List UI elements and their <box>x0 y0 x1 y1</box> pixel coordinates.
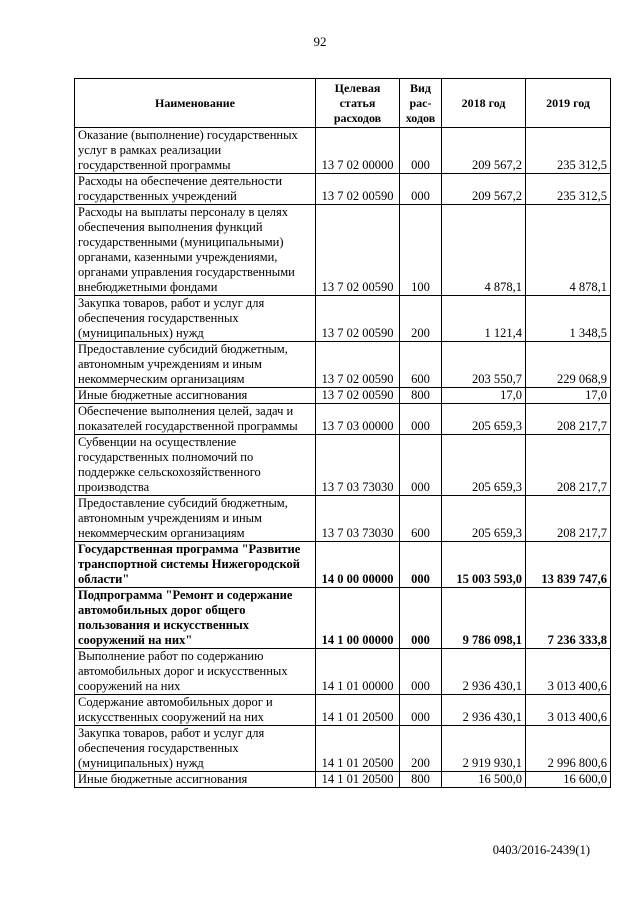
cell-expense-type: 200 <box>400 726 442 772</box>
table-row <box>75 174 611 205</box>
cell-2019: 208 217,7 <box>526 404 611 435</box>
cell-target-article: 14 1 00 00000 <box>316 588 400 649</box>
cell-2018: 17,0 <box>442 388 526 404</box>
cell-expense-type: 000 <box>400 695 442 726</box>
header-2018: 2018 год <box>442 79 526 128</box>
cell-expense-type: 000 <box>400 174 442 205</box>
table-row <box>75 205 611 296</box>
cell-2019: 235 312,5 <box>526 128 611 174</box>
cell-expense-type: 000 <box>400 649 442 695</box>
cell-name: Предоставление субсидий бюджетным, автономным учреждениям и иным некоммерческим организациям <box>75 342 316 388</box>
cell-2018: 209 567,2 <box>442 174 526 205</box>
cell-name: Оказание (выполнение) государственных услуг в рамках реализации государственной программы <box>75 128 316 174</box>
cell-target-article: 13 7 03 73030 <box>316 435 400 496</box>
cell-name: Содержание автомобильных дорог и искусственных сооружений на них <box>75 695 316 726</box>
cell-2018: 203 550,7 <box>442 342 526 388</box>
cell-expense-type: 800 <box>400 772 442 788</box>
cell-2018: 2 919 930,1 <box>442 726 526 772</box>
cell-name: Обеспечение выполнения целей, задач и показателей государственной программы <box>75 404 316 435</box>
cell-expense-type: 000 <box>400 588 442 649</box>
cell-2019: 16 600,0 <box>526 772 611 788</box>
cell-target-article: 13 7 02 00590 <box>316 296 400 342</box>
cell-2019: 3 013 400,6 <box>526 649 611 695</box>
cell-target-article: 14 1 01 20500 <box>316 695 400 726</box>
table-header-row <box>75 79 611 128</box>
cell-2018: 209 567,2 <box>442 128 526 174</box>
document-code: 0403/2016-2439(1) <box>492 843 590 857</box>
cell-2019: 208 217,7 <box>526 435 611 496</box>
cell-2019: 13 839 747,6 <box>526 542 611 588</box>
cell-name: Выполнение работ по содержанию автомобильных дорог и искусственных сооружений на них <box>75 649 316 695</box>
cell-target-article: 13 7 02 00590 <box>316 174 400 205</box>
cell-target-article: 13 7 02 00000 <box>316 128 400 174</box>
cell-name: Предоставление субсидий бюджетным, автономным учреждениям и иным некоммерческим организациям <box>75 496 316 542</box>
cell-2019: 235 312,5 <box>526 174 611 205</box>
cell-2018: 9 786 098,1 <box>442 588 526 649</box>
cell-expense-type: 000 <box>400 435 442 496</box>
cell-name: Иные бюджетные ассигнования <box>75 388 316 404</box>
header-name: Наименование <box>75 79 316 128</box>
cell-name: Закупка товаров, работ и услуг для обеспечения государственных (муниципальных) нужд <box>75 296 316 342</box>
table-row <box>75 588 611 649</box>
table-row <box>75 435 611 496</box>
page-number: 92 <box>313 34 327 49</box>
cell-2018: 4 878,1 <box>442 205 526 296</box>
cell-target-article: 13 7 03 00000 <box>316 404 400 435</box>
cell-2018: 2 936 430,1 <box>442 695 526 726</box>
cell-2018: 205 659,3 <box>442 496 526 542</box>
cell-2019: 229 068,9 <box>526 342 611 388</box>
table-row <box>75 296 611 342</box>
table-row <box>75 772 611 788</box>
table-row <box>75 128 611 174</box>
cell-name: Расходы на выплаты персоналу в целях обеспечения выполнения функций государственными (муниципальными) органами, казенными учреждениями, органами управления государственными внебюджетными фондами <box>75 205 316 296</box>
table-row <box>75 726 611 772</box>
budget-table <box>74 78 611 788</box>
cell-2019: 208 217,7 <box>526 496 611 542</box>
cell-target-article: 13 7 02 00590 <box>316 205 400 296</box>
cell-expense-type: 000 <box>400 542 442 588</box>
table-row <box>75 695 611 726</box>
cell-2019: 17,0 <box>526 388 611 404</box>
cell-name: Расходы на обеспечение деятельности государственных учреждений <box>75 174 316 205</box>
cell-expense-type: 200 <box>400 296 442 342</box>
cell-name: Подпрограмма "Ремонт и содержание автомобильных дорог общего пользования и искусственных сооружений на них" <box>75 588 316 649</box>
cell-2018: 16 500,0 <box>442 772 526 788</box>
cell-2019: 7 236 333,8 <box>526 588 611 649</box>
table-row <box>75 649 611 695</box>
table-row <box>75 388 611 404</box>
cell-2018: 2 936 430,1 <box>442 649 526 695</box>
cell-target-article: 13 7 02 00590 <box>316 388 400 404</box>
cell-target-article: 14 1 01 00000 <box>316 649 400 695</box>
cell-2018: 205 659,3 <box>442 435 526 496</box>
cell-expense-type: 100 <box>400 205 442 296</box>
cell-expense-type: 000 <box>400 128 442 174</box>
header-expense-type: Вид рас-ходов <box>400 79 442 128</box>
header-target-article: Целевая статья расходов <box>316 79 400 128</box>
cell-expense-type: 800 <box>400 388 442 404</box>
cell-2019: 2 996 800,6 <box>526 726 611 772</box>
cell-2019: 1 348,5 <box>526 296 611 342</box>
cell-name: Закупка товаров, работ и услуг для обеспечения государственных (муниципальных) нужд <box>75 726 316 772</box>
cell-expense-type: 600 <box>400 496 442 542</box>
cell-2019: 3 013 400,6 <box>526 695 611 726</box>
cell-expense-type: 600 <box>400 342 442 388</box>
table-row <box>75 542 611 588</box>
cell-name: Государственная программа "Развитие транспортной системы Нижегородской области" <box>75 542 316 588</box>
table-row <box>75 342 611 388</box>
cell-target-article: 13 7 03 73030 <box>316 496 400 542</box>
cell-target-article: 14 1 01 20500 <box>316 726 400 772</box>
cell-target-article: 13 7 02 00590 <box>316 342 400 388</box>
table-row <box>75 404 611 435</box>
table-row <box>75 496 611 542</box>
cell-2019: 4 878,1 <box>526 205 611 296</box>
cell-name: Субвенции на осуществление государственных полномочий по поддержке сельскохозяйственного производства <box>75 435 316 496</box>
header-2019: 2019 год <box>526 79 611 128</box>
cell-target-article: 14 0 00 00000 <box>316 542 400 588</box>
cell-2018: 205 659,3 <box>442 404 526 435</box>
cell-expense-type: 000 <box>400 404 442 435</box>
cell-2018: 1 121,4 <box>442 296 526 342</box>
cell-2018: 15 003 593,0 <box>442 542 526 588</box>
cell-name: Иные бюджетные ассигнования <box>75 772 316 788</box>
cell-target-article: 14 1 01 20500 <box>316 772 400 788</box>
